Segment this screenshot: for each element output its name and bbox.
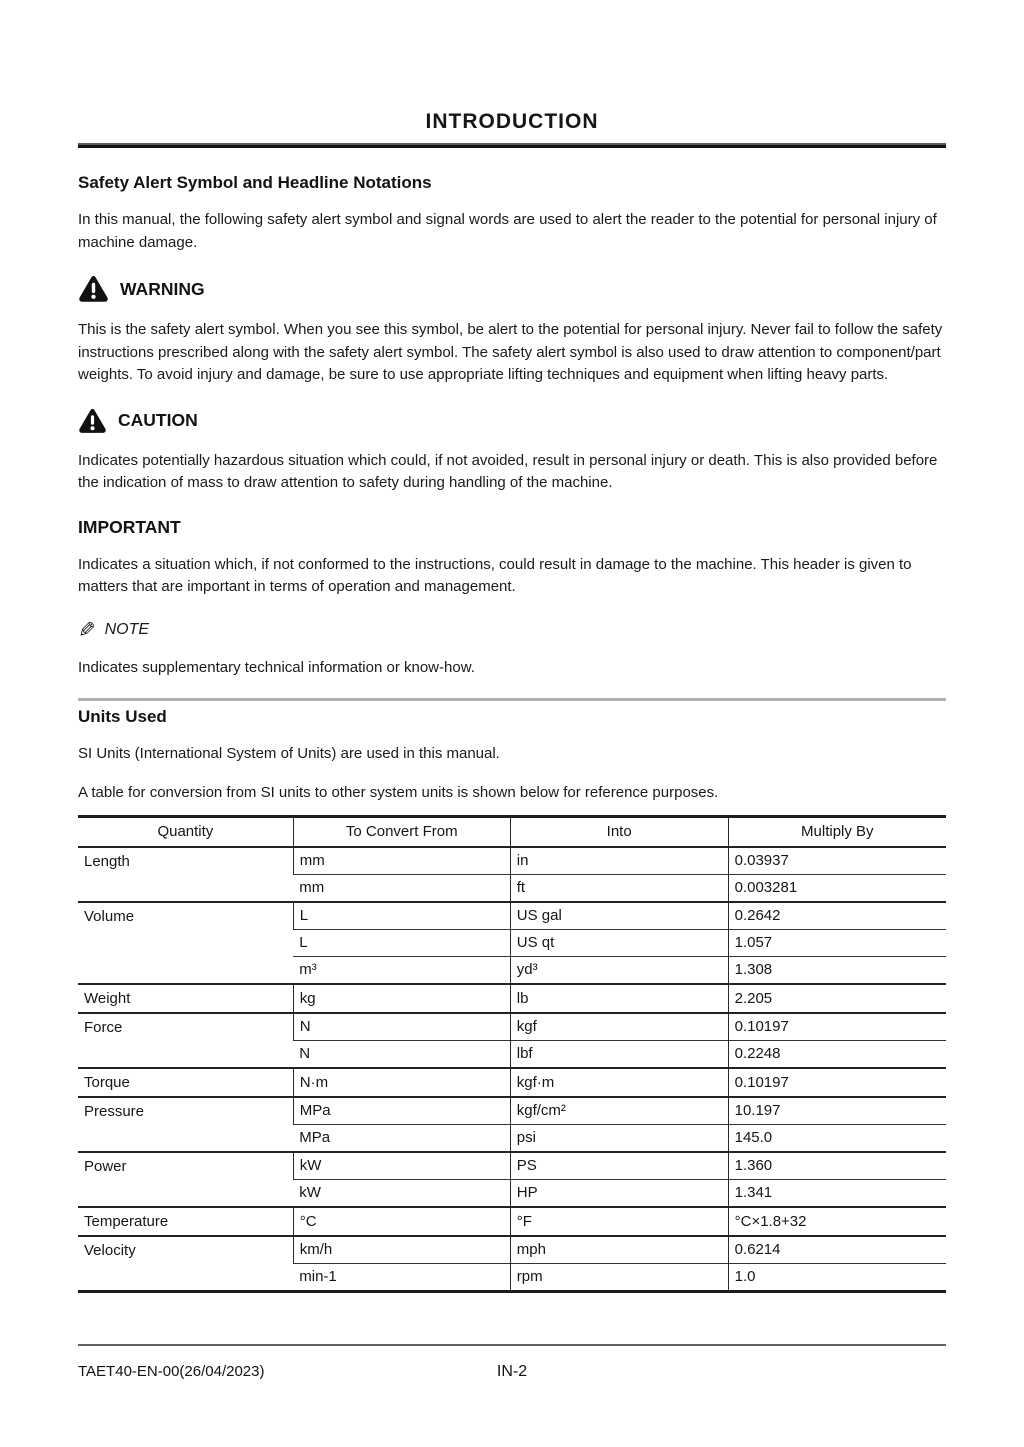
header-row [78, 817, 946, 848]
header-multiply-by: Multiply By [728, 817, 946, 848]
conversion-table-header [78, 817, 946, 848]
important-paragraph: Indicates a situation which, if not conformed to the instructions, could result in damage to the machine. This header is given to matters that are important in terms of operation and management. [78, 555, 912, 595]
footer-row [78, 1346, 946, 1380]
from-cell: N·m [293, 1068, 510, 1097]
quantity-cell: Velocity [78, 1236, 293, 1292]
multiply-cell: 1.341 [728, 1180, 946, 1208]
from-cell: MPa [293, 1097, 510, 1125]
table-row [78, 847, 946, 875]
into-cell: °F [510, 1207, 728, 1236]
into-cell: in [510, 847, 728, 875]
header-quantity: Quantity [78, 817, 293, 848]
from-cell: N [293, 1013, 510, 1041]
into-cell: kgf [510, 1013, 728, 1041]
multiply-cell: 1.308 [728, 957, 946, 985]
note-paragraph: Indicates supplementary technical information or know-how. [78, 658, 475, 676]
from-cell: m³ [293, 957, 510, 985]
into-cell: HP [510, 1180, 728, 1208]
multiply-cell: 1.360 [728, 1152, 946, 1180]
header-into: Into [510, 817, 728, 848]
multiply-cell: °C×1.8+32 [728, 1207, 946, 1236]
section-heading-safety: Safety Alert Symbol and Headline Notations [78, 173, 432, 192]
warning-label: WARNING [120, 278, 205, 299]
quantity-cell: Power [78, 1152, 293, 1207]
from-cell: kW [293, 1180, 510, 1208]
conversion-table-body [78, 847, 946, 1292]
document-code: TAET40-EN-00(26/04/2023) [78, 1363, 265, 1380]
table-row [78, 1097, 946, 1125]
multiply-cell: 10.197 [728, 1097, 946, 1125]
multiply-cell: 1.0 [728, 1264, 946, 1292]
multiply-cell: 0.10197 [728, 1013, 946, 1041]
into-cell: kgf·m [510, 1068, 728, 1097]
units-paragraph-1: SI Units (International System of Units) are used in this manual. [78, 745, 500, 762]
from-cell: min-1 [293, 1264, 510, 1292]
from-cell: L [293, 930, 510, 957]
caution-header [78, 408, 946, 434]
table-row [78, 1152, 946, 1180]
multiply-cell: 145.0 [728, 1125, 946, 1153]
unit-conversion-table [78, 815, 946, 1293]
quantity-cell: Length [78, 847, 293, 902]
section-heading-units: Units Used [78, 707, 167, 726]
table-row [78, 1207, 946, 1236]
from-cell: mm [293, 847, 510, 875]
table-row [78, 1236, 946, 1264]
note-header [78, 620, 946, 641]
warning-paragraph: This is the safety alert symbol. When you see this symbol, be alert to the potential for personal injury. Never fail to follow the safety instructions prescribed along with the safety alert symbol. The safety alert symbol is also used to draw attention to component/part weights. To avoid injury and damage, be sure to use appropriate lifting techniques and equipment when lifting heavy parts. [78, 321, 943, 383]
important-heading: IMPORTANT [78, 516, 181, 537]
from-cell: °C [293, 1207, 510, 1236]
from-cell: kW [293, 1152, 510, 1180]
into-cell: yd³ [510, 957, 728, 985]
page-number: IN-2 [496, 1363, 528, 1380]
multiply-cell: 1.057 [728, 930, 946, 957]
into-cell: lbf [510, 1041, 728, 1069]
quantity-cell: Temperature [78, 1207, 293, 1236]
from-cell: N [293, 1041, 510, 1069]
multiply-cell: 0.003281 [728, 875, 946, 903]
header-to-convert-from: To Convert From [293, 817, 510, 848]
caution-triangle-icon [78, 408, 107, 434]
quantity-cell: Torque [78, 1068, 293, 1097]
into-cell: kgf/cm² [510, 1097, 728, 1125]
page-title: INTRODUCTION [425, 110, 599, 133]
into-cell: psi [510, 1125, 728, 1153]
multiply-cell: 0.6214 [728, 1236, 946, 1264]
page-footer [78, 1344, 946, 1380]
into-cell: US qt [510, 930, 728, 957]
title-rule [78, 143, 946, 148]
multiply-cell: 0.03937 [728, 847, 946, 875]
into-cell: rpm [510, 1264, 728, 1292]
from-cell: mm [293, 875, 510, 903]
pencil-icon: ✎ [78, 618, 96, 642]
warning-header [78, 275, 946, 303]
units-paragraph-2: A table for conversion from SI units to other system units is shown below for reference purposes. [78, 783, 719, 801]
from-cell: L [293, 902, 510, 930]
quantity-cell: Volume [78, 902, 293, 984]
caution-label: CAUTION [118, 410, 198, 430]
caution-paragraph: Indicates potentially hazardous situation which could, if not avoided, result in personal injury or death. This is also provided before the indication of mass to draw attention to safety during handling of the machine. [78, 451, 938, 491]
section-divider [78, 698, 946, 701]
into-cell: mph [510, 1236, 728, 1264]
table-row [78, 902, 946, 930]
multiply-cell: 0.2642 [728, 902, 946, 930]
table-row [78, 1068, 946, 1097]
multiply-cell: 0.2248 [728, 1041, 946, 1069]
into-cell: US gal [510, 902, 728, 930]
from-cell: kg [293, 984, 510, 1013]
from-cell: MPa [293, 1125, 510, 1153]
from-cell: km/h [293, 1236, 510, 1264]
multiply-cell: 0.10197 [728, 1068, 946, 1097]
quantity-cell: Pressure [78, 1097, 293, 1152]
safety-intro-paragraph: In this manual, the following safety alert symbol and signal words are used to alert the reader to the potential for personal injury of machine damage. [78, 211, 937, 251]
table-row [78, 1013, 946, 1041]
into-cell: PS [510, 1152, 728, 1180]
multiply-cell: 2.205 [728, 984, 946, 1013]
into-cell: ft [510, 875, 728, 903]
quantity-cell: Force [78, 1013, 293, 1068]
note-label: NOTE [104, 621, 150, 638]
warning-triangle-icon [78, 275, 109, 303]
table-row [78, 984, 946, 1013]
quantity-cell: Weight [78, 984, 293, 1013]
into-cell: lb [510, 984, 728, 1013]
